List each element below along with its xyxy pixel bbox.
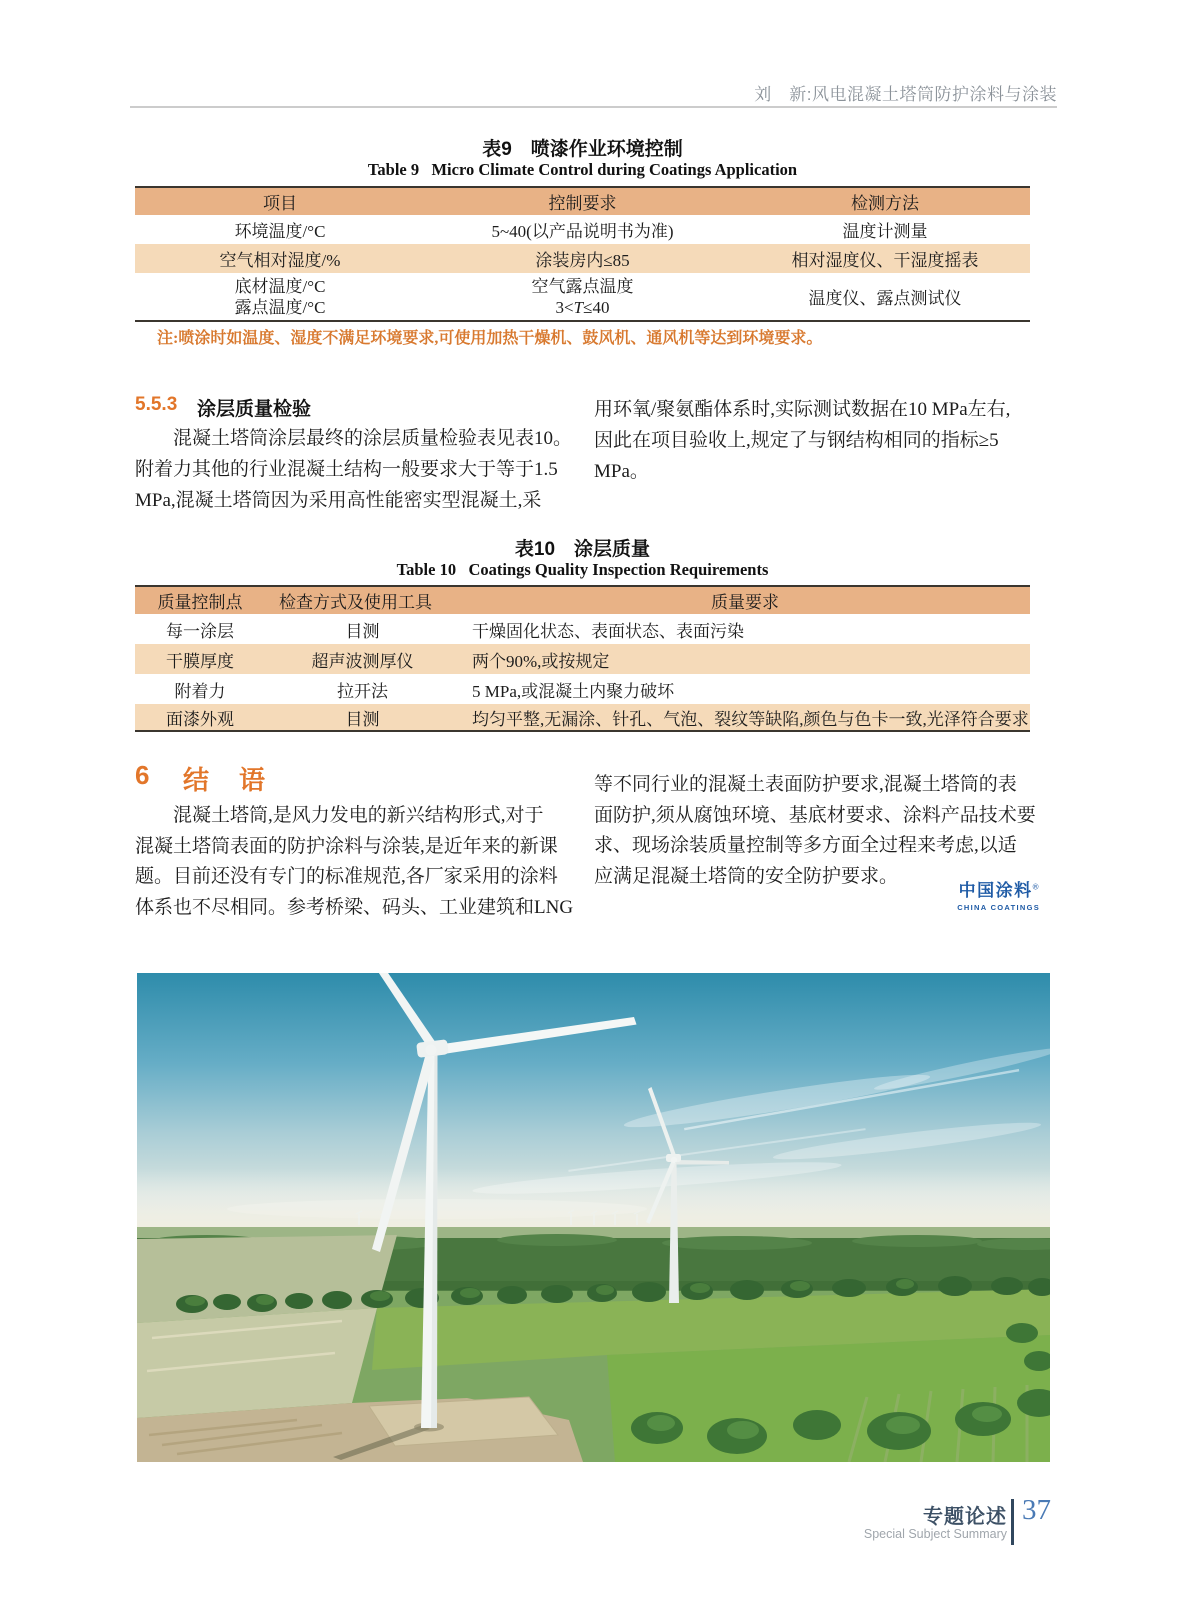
text-line: 因此在项目验收上,规定了与钢结构相同的指标≥5	[594, 430, 999, 451]
table-cell: 目测	[345, 709, 380, 729]
wind-farm-photo	[137, 973, 1050, 1462]
table-cell	[135, 276, 425, 318]
table-header-cell: 控制要求	[548, 194, 617, 213]
text-line: 面防护,须从腐蚀环境、基底材要求、涂料产品技术要	[594, 804, 1036, 826]
registered-mark-icon: ®	[1032, 882, 1039, 892]
table-cell: 温度仪、露点测试仪	[808, 289, 962, 308]
table-cell: 面漆外观	[166, 709, 234, 729]
table-cell: 每一涂层	[166, 621, 234, 641]
text-line: 等不同行业的混凝土表面防护要求,混凝土塔筒的表	[594, 774, 1017, 795]
table-row	[135, 644, 1030, 674]
table-cell: 5~40(以产品说明书为准)	[491, 222, 674, 241]
logo-zh-text: 中国涂料	[958, 881, 1033, 900]
logo-en-text: CHINA COATINGS	[957, 903, 1040, 912]
table10-caption-en: Table 10 Coatings Quality Inspection Requirements	[396, 560, 769, 579]
table-row	[135, 614, 1030, 644]
section-553-number: 5.5.3	[135, 394, 178, 415]
table-header-cell: 质量控制点	[157, 593, 243, 612]
table-header-cell: 检查方式及使用工具	[279, 593, 432, 612]
table-cell: 两个90%,或按规定	[472, 651, 610, 671]
text-line: MPa。	[594, 461, 649, 482]
text-line: 应满足混凝土塔筒的安全防护要求。	[594, 865, 899, 887]
section-6-number: 6	[135, 760, 152, 790]
section-6-title: 结 语	[183, 765, 268, 795]
table-cell: 相对湿度仪、干湿度摇表	[791, 251, 979, 270]
sky	[137, 973, 1050, 1231]
table-header-cell: 检测方法	[851, 194, 919, 213]
text-line: 附着力其他的行业混凝土结构一般要求大于等于1.5	[135, 459, 558, 480]
table9-note: 注:喷涂时如温度、湿度不满足环境要求,可使用加热干燥机、鼓风机、通风机等达到环境要求。	[157, 330, 823, 347]
table9	[135, 186, 1030, 322]
table-cell: 5 MPa,或混凝土内聚力破坏	[472, 681, 675, 701]
header-rule	[130, 106, 1057, 108]
running-head: 刘 新:风电混凝土塔筒防护涂料与涂装	[754, 85, 1057, 104]
text-line: 用环氧/聚氨酯体系时,实际测试数据在10 MPa左右,	[594, 399, 1011, 420]
table-cell: 涂装房内≤85	[535, 251, 630, 270]
table-row	[135, 244, 1030, 273]
formula-text: 3<	[555, 297, 574, 317]
footer-column-en: Special Subject Summary	[863, 1527, 1007, 1541]
table-cell: 温度计测量	[842, 222, 928, 241]
table9-caption-en: Table 9 Micro Climate Control during Coatings Application	[367, 160, 798, 179]
table9-header-row	[135, 188, 1030, 215]
text-line: MPa,混凝土塔筒因为采用高性能密实型混凝土,采	[135, 490, 542, 511]
table-row	[135, 704, 1030, 730]
section-6-left-column	[135, 801, 581, 923]
landscape	[137, 1210, 1050, 1462]
table9-caption-zh: 表9 喷漆作业环境控制	[482, 139, 683, 160]
text-line: 题。目前还没有专门的标准规范,各厂家采用的涂料	[135, 866, 558, 887]
china-coatings-logo	[957, 882, 1040, 912]
table-cell: 空气相对湿度/%	[219, 251, 341, 270]
table-cell: 超声波测厚仪	[311, 651, 414, 671]
cell-line: 露点温度/°C	[234, 297, 326, 317]
table-row	[135, 674, 1030, 704]
table10-caption-zh: 表10 涂层质量	[514, 539, 651, 560]
section-553-left-column	[135, 423, 581, 516]
text-line: 混凝土塔筒,是风力发电的新兴结构形式,对于	[173, 805, 544, 826]
cell-line	[425, 297, 740, 318]
table-cell: 均匀平整,无漏涂、针孔、气泡、裂纹等缺陷,颜色与色卡一致,光泽符合要求	[472, 709, 1029, 729]
table-cell: 干膜厚度	[166, 651, 234, 671]
cell-line: 底材温度/°C	[234, 276, 326, 296]
section-553-right-column	[594, 394, 1040, 487]
footer-divider	[1011, 1499, 1014, 1545]
turbine-hub	[426, 1045, 437, 1056]
table-cell: 附着力	[174, 681, 226, 701]
table-cell: 拉开法	[337, 681, 388, 701]
table10	[135, 585, 1030, 732]
formula-variable: T	[573, 297, 584, 317]
section-6-right-column	[594, 770, 1040, 892]
cell-line: 空气露点温度	[531, 276, 634, 296]
formula-text: ≤40	[583, 297, 610, 317]
table-row	[135, 273, 1030, 320]
text-line: 求、现场涂装质量控制等多方面全过程来考虑,以适	[594, 835, 1017, 856]
table-row	[135, 215, 1030, 244]
text-line: 体系也不尽相同。参考桥梁、码头、工业建筑和LNG	[135, 896, 574, 918]
table10-header-row	[135, 587, 1030, 614]
section-553-title: 涂层质量检验	[197, 399, 312, 420]
footer-column-zh: 专题论述	[923, 1506, 1007, 1528]
text-line: 混凝土塔筒涂层最终的涂层质量检验表见表10。	[173, 428, 573, 449]
table-cell: 干燥固化状态、表面状态、表面污染	[472, 621, 744, 641]
table-cell	[425, 276, 740, 318]
table-cell: 环境温度/°C	[234, 222, 326, 241]
page-number: 37	[1022, 1494, 1051, 1526]
table-header-cell: 质量要求	[711, 593, 779, 612]
table-header-cell: 项目	[263, 194, 297, 213]
text-line: 混凝土塔筒表面的防护涂料与涂装,是近年来的新课	[135, 835, 558, 857]
table-cell: 目测	[345, 621, 380, 641]
